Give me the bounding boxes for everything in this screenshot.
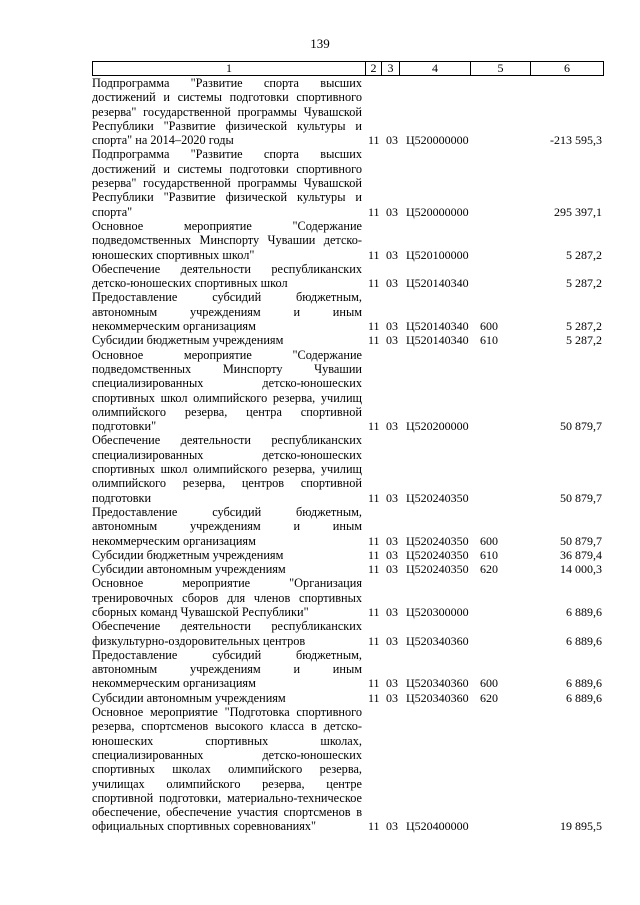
row-section: 11 <box>368 247 380 262</box>
table-row <box>92 262 602 291</box>
row-target-code: Ц520340360 <box>406 676 469 691</box>
header-col-5: 5 <box>471 62 531 75</box>
row-amount: 50 879,7 <box>560 490 602 505</box>
row-subsection: 03 <box>386 547 398 562</box>
row-amount: 6 889,6 <box>566 676 602 691</box>
row-expense-type: 620 <box>480 562 498 577</box>
table-row <box>92 648 602 691</box>
row-amount: 6 889,6 <box>566 633 602 648</box>
row-subsection: 03 <box>386 819 398 834</box>
row-target-code: Ц520000000 <box>406 204 469 219</box>
row-expense-type: 620 <box>480 690 498 705</box>
row-amount: 295 397,1 <box>554 204 602 219</box>
row-subsection: 03 <box>386 490 398 505</box>
row-description: Подпрограмма "Развитие спорта высших достижений и системы подготовки спортивного резерва" государственной программы Чувашской Республики "Развитие физической культуры и спорта" на 2014–2020 годы <box>92 76 362 148</box>
row-amount: 6 889,6 <box>566 690 602 705</box>
row-amount: -213 595,3 <box>550 133 602 148</box>
header-col-6: 6 <box>564 61 570 75</box>
row-amount: 6 889,6 <box>566 604 602 619</box>
row-target-code: Ц520140340 <box>406 319 469 334</box>
row-description: Субсидии автономным учреждениям <box>92 562 286 577</box>
row-target-code: Ц520240350 <box>406 562 469 577</box>
row-description: Обеспечение деятельности республиканских специализированных детско-юношеских спортивных школ олимпийского резерва, училищ олимпийского резерва, центров спортивной подготовки <box>92 433 362 505</box>
row-amount: 5 287,2 <box>566 276 602 291</box>
header-col-4: 4 <box>400 62 471 75</box>
table-header <box>92 61 604 76</box>
row-target-code: Ц520400000 <box>406 819 469 834</box>
row-target-code: Ц520200000 <box>406 419 469 434</box>
row-description: Основное мероприятие "Содержание подведомственных Минспорту Чувашии детско-юношеских спортивных школ" <box>92 218 362 262</box>
row-section: 11 <box>368 633 380 648</box>
row-subsection: 03 <box>386 604 398 619</box>
row-section: 11 <box>368 547 380 562</box>
row-description: Основное мероприятие "Подготовка спортивного резерва, спортсменов высокого класса в детско-юношеских спортивных школах, специализированных детско-юношеских спортивных школах олимпийского резерва, училищах олимпийского резерва, центре спортивной подготовки, материально-техническое обеспечение, обеспечение участия спортсменов в официальных спортивных соревнованиях" <box>92 705 362 834</box>
row-subsection: 03 <box>386 204 398 219</box>
table-row <box>92 691 602 705</box>
row-section: 11 <box>368 276 380 291</box>
row-description: Подпрограмма "Развитие спорта высших достижений и системы подготовки спортивного резерва" государственной программы Чувашской Республики "Развитие физической культуры и спорта" <box>92 147 362 219</box>
row-target-code: Ц520240350 <box>406 547 469 562</box>
row-amount: 50 879,7 <box>560 533 602 548</box>
row-description: Основное мероприятие "Содержание подведомственных Минспорту Чувашии специализированных детско-юношеских спортивных школ олимпийского резерва, училищ олимпийского резерва, центра спортивной подготовки" <box>92 347 362 434</box>
row-target-code: Ц520340360 <box>406 633 469 648</box>
row-expense-type: 600 <box>480 676 498 691</box>
row-description: Субсидии бюджетным учреждениям <box>92 333 284 348</box>
table-row <box>92 348 602 434</box>
header-col-1: 1 <box>93 62 366 75</box>
row-description: Обеспечение деятельности республиканских физкультурно-оздоровительных центров <box>92 619 362 648</box>
row-expense-type: 610 <box>480 547 498 562</box>
row-subsection: 03 <box>386 633 398 648</box>
table-row <box>92 433 602 504</box>
row-target-code: Ц520340360 <box>406 690 469 705</box>
row-section: 11 <box>368 533 380 548</box>
row-subsection: 03 <box>386 319 398 334</box>
row-section: 11 <box>368 604 380 619</box>
row-description: Субсидии бюджетным учреждениям <box>92 547 284 562</box>
row-description: Обеспечение деятельности республиканских детско-юношеских спортивных школ <box>92 261 362 291</box>
row-description: Предоставление субсидий бюджетным, автономным учреждениям и иным некоммерческим организациям <box>92 647 362 691</box>
row-section: 11 <box>368 562 380 577</box>
row-expense-type: 610 <box>480 333 498 348</box>
row-amount: 14 000,3 <box>560 562 602 577</box>
table-row <box>92 705 602 834</box>
table-row <box>92 290 602 333</box>
row-amount: 50 879,7 <box>560 419 602 434</box>
table-row <box>92 562 602 576</box>
row-section: 11 <box>368 133 380 148</box>
header-col-3: 3 <box>382 62 400 75</box>
row-subsection: 03 <box>386 247 398 262</box>
row-description: Предоставление субсидий бюджетным, автономным учреждениям и иным некоммерческим организациям <box>92 504 362 548</box>
table-row <box>92 505 602 548</box>
table-row <box>92 576 602 619</box>
row-section: 11 <box>368 490 380 505</box>
row-subsection: 03 <box>386 333 398 348</box>
row-subsection: 03 <box>386 133 398 148</box>
row-amount: 19 895,5 <box>560 819 602 834</box>
row-expense-type: 600 <box>480 533 498 548</box>
table-body <box>92 76 602 834</box>
row-subsection: 03 <box>386 690 398 705</box>
row-section: 11 <box>368 819 380 834</box>
row-section: 11 <box>368 204 380 219</box>
table-row <box>92 147 602 218</box>
row-subsection: 03 <box>386 419 398 434</box>
row-target-code: Ц520140340 <box>406 276 469 291</box>
row-subsection: 03 <box>386 533 398 548</box>
row-target-code: Ц520240350 <box>406 490 469 505</box>
row-amount: 5 287,2 <box>566 319 602 334</box>
row-expense-type: 600 <box>480 319 498 334</box>
row-subsection: 03 <box>386 276 398 291</box>
row-amount: 36 879,4 <box>560 547 602 562</box>
row-target-code: Ц520000000 <box>406 133 469 148</box>
row-description: Предоставление субсидий бюджетным, автономным учреждениям и иным некоммерческим организациям <box>92 290 362 334</box>
table-row <box>92 219 602 262</box>
table-row <box>92 76 602 147</box>
table-row <box>92 333 602 347</box>
row-amount: 5 287,2 <box>566 333 602 348</box>
row-section: 11 <box>368 676 380 691</box>
table-row <box>92 548 602 562</box>
row-target-code: Ц520300000 <box>406 604 469 619</box>
header-col-2: 2 <box>366 62 382 75</box>
row-amount: 5 287,2 <box>566 247 602 262</box>
table-row <box>92 619 602 648</box>
page-number: 139 <box>310 36 330 51</box>
row-description: Основное мероприятие "Организация тренировочных сборов для членов спортивных сборных команд Чувашской Республики" <box>92 576 362 619</box>
row-target-code: Ц520240350 <box>406 533 469 548</box>
row-section: 11 <box>368 419 380 434</box>
row-section: 11 <box>368 319 380 334</box>
row-target-code: Ц520100000 <box>406 247 469 262</box>
row-section: 11 <box>368 333 380 348</box>
row-subsection: 03 <box>386 676 398 691</box>
row-section: 11 <box>368 690 380 705</box>
row-subsection: 03 <box>386 562 398 577</box>
row-target-code: Ц520140340 <box>406 333 469 348</box>
row-description: Субсидии автономным учреждениям <box>92 690 286 705</box>
